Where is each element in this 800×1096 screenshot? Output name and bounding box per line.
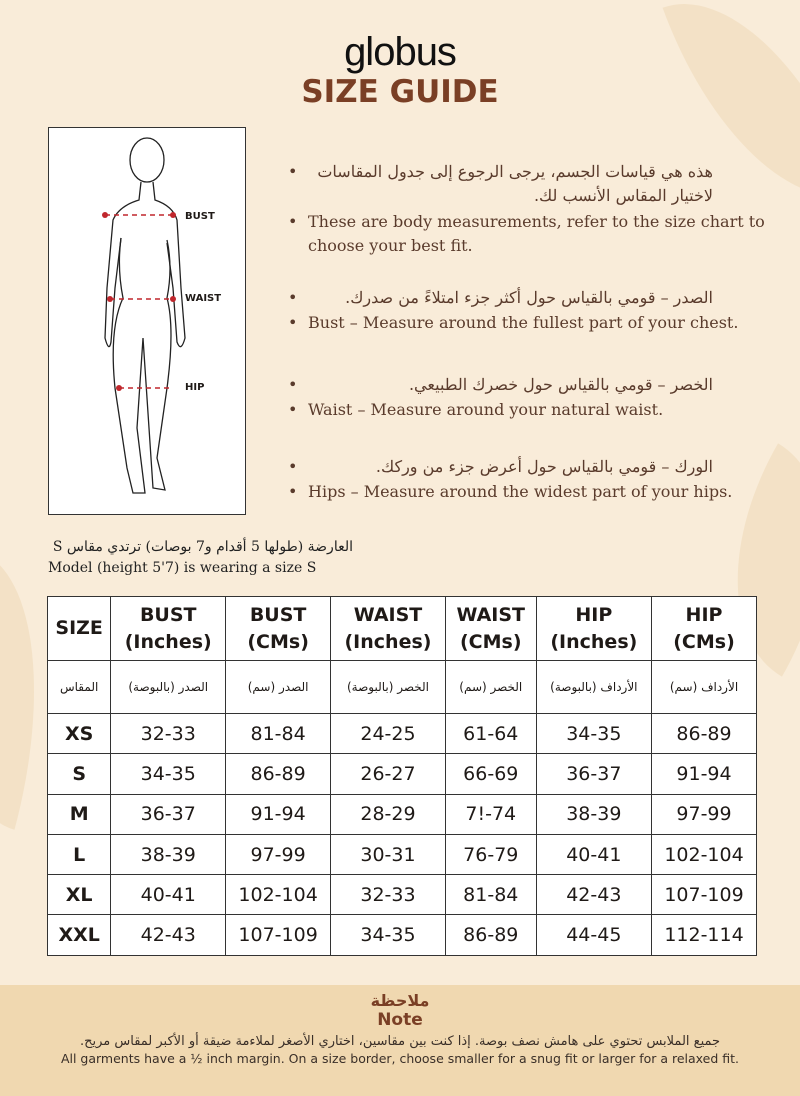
model-info-en: Model (height 5'7) is wearing a size S xyxy=(48,560,317,576)
arabic-column-header: الخصر (سم) xyxy=(445,661,536,714)
header-row xyxy=(48,597,757,661)
arabic-column-header: الخصر (بالبوصة) xyxy=(331,661,446,714)
measurement-cell: 66-69 xyxy=(445,754,536,794)
measurement-cell: 86-89 xyxy=(226,754,331,794)
measurement-cell: 91-94 xyxy=(652,754,757,794)
arabic-column-header: الأرداف (سم) xyxy=(652,661,757,714)
measurement-cell: 32-33 xyxy=(331,875,446,915)
note-text-en: All garments have a ½ inch margin. On a size border, choose smaller for a snug fit or larger for a relaxed fit. xyxy=(60,1051,740,1066)
note-title-en: Note xyxy=(377,1010,423,1030)
page-title: SIZE GUIDE xyxy=(301,74,499,110)
hip-label: HIP xyxy=(185,382,205,393)
measurement-cell: 76-79 xyxy=(445,834,536,874)
measurement-cell: 112-114 xyxy=(652,915,757,955)
header-line: WAIST xyxy=(353,603,423,626)
size-chart-table xyxy=(47,596,757,956)
brand-logo: globus xyxy=(344,30,456,74)
size-cell: M xyxy=(48,794,111,834)
measurement-cell: 86-89 xyxy=(445,915,536,955)
header-unit: (CMs) xyxy=(673,630,735,653)
measurement-cell: 97-99 xyxy=(226,834,331,874)
header-line: BUST xyxy=(249,603,307,626)
arabic-column-header: الصدر (سم) xyxy=(226,661,331,714)
header-unit: (Inches) xyxy=(344,630,432,653)
measurement-cell: 42-43 xyxy=(536,875,651,915)
size-cell: S xyxy=(48,754,111,794)
column-header xyxy=(111,597,226,661)
table-row xyxy=(48,915,757,955)
header-unit: (Inches) xyxy=(124,630,212,653)
column-header xyxy=(445,597,536,661)
column-header xyxy=(652,597,757,661)
measurement-cell: 107-109 xyxy=(226,915,331,955)
measurement-cell: 102-104 xyxy=(652,834,757,874)
header-line: HIP xyxy=(575,603,613,626)
measurement-cell: 44-45 xyxy=(536,915,651,955)
measurement-cell: 24-25 xyxy=(331,714,446,754)
measurement-cell: 86-89 xyxy=(652,714,757,754)
header-unit: (CMs) xyxy=(247,630,309,653)
measurement-cell: 102-104 xyxy=(226,875,331,915)
arabic-header-row xyxy=(48,661,757,714)
measurement-cell: 30-31 xyxy=(331,834,446,874)
arabic-column-header: الأرداف (بالبوصة) xyxy=(536,661,651,714)
measurement-cell: 107-109 xyxy=(652,875,757,915)
bust-label: BUST xyxy=(185,211,215,222)
measurement-cell: 42-43 xyxy=(111,915,226,955)
measurement-cell: 32-33 xyxy=(111,714,226,754)
measurement-cell: 26-27 xyxy=(331,754,446,794)
table-row xyxy=(48,754,757,794)
measurement-cell: 38-39 xyxy=(111,834,226,874)
header-unit: (Inches) xyxy=(550,630,638,653)
measurement-cell: 34-35 xyxy=(331,915,446,955)
size-cell: XS xyxy=(48,714,111,754)
note-title-ar: ملاحظة xyxy=(370,991,430,1010)
table-row xyxy=(48,834,757,874)
measurement-cell: 81-84 xyxy=(445,875,536,915)
arabic-column-header: الصدر (بالبوصة) xyxy=(111,661,226,714)
header-line: BUST xyxy=(139,603,197,626)
body-measurement-figure xyxy=(48,127,246,515)
note-section xyxy=(0,985,800,1096)
column-header xyxy=(226,597,331,661)
header-line: HIP xyxy=(685,603,723,626)
size-cell: XL xyxy=(48,875,111,915)
measurement-cell: 36-37 xyxy=(111,794,226,834)
measurement-cell: 97-99 xyxy=(652,794,757,834)
measurement-cell: 91-94 xyxy=(226,794,331,834)
model-info-ar: العارضة (طولها 5 أقدام و7 بوصات) ترتدي مقاس S xyxy=(52,539,353,555)
size-cell: XXL xyxy=(48,915,111,955)
waist-label: WAIST xyxy=(185,293,222,304)
table-row xyxy=(48,794,757,834)
header-line: WAIST xyxy=(456,603,526,626)
measurement-cell: 34-35 xyxy=(111,754,226,794)
header-line: SIZE xyxy=(55,617,103,639)
measurement-cell: 34-35 xyxy=(536,714,651,754)
measurement-cell: 7!-74 xyxy=(445,794,536,834)
note-text-ar: جميع الملابس تحتوي على هامش نصف بوصة. إذا كنت بين مقاسين، اختاري الأصغر لملاءمة ضيقة أو الأكبر لمقاس مريح. xyxy=(79,1034,721,1049)
size-cell: L xyxy=(48,834,111,874)
measurement-cell: 40-41 xyxy=(536,834,651,874)
measurement-cell: 28-29 xyxy=(331,794,446,834)
column-header xyxy=(536,597,651,661)
measurement-cell: 61-64 xyxy=(445,714,536,754)
table-row xyxy=(48,875,757,915)
table-row xyxy=(48,714,757,754)
arabic-column-header: المقاس xyxy=(48,661,111,714)
measurement-cell: 40-41 xyxy=(111,875,226,915)
measurement-cell: 36-37 xyxy=(536,754,651,794)
header-unit: (CMs) xyxy=(460,630,522,653)
measurement-cell: 81-84 xyxy=(226,714,331,754)
column-header xyxy=(48,597,111,661)
measurement-cell: 38-39 xyxy=(536,794,651,834)
column-header xyxy=(331,597,446,661)
